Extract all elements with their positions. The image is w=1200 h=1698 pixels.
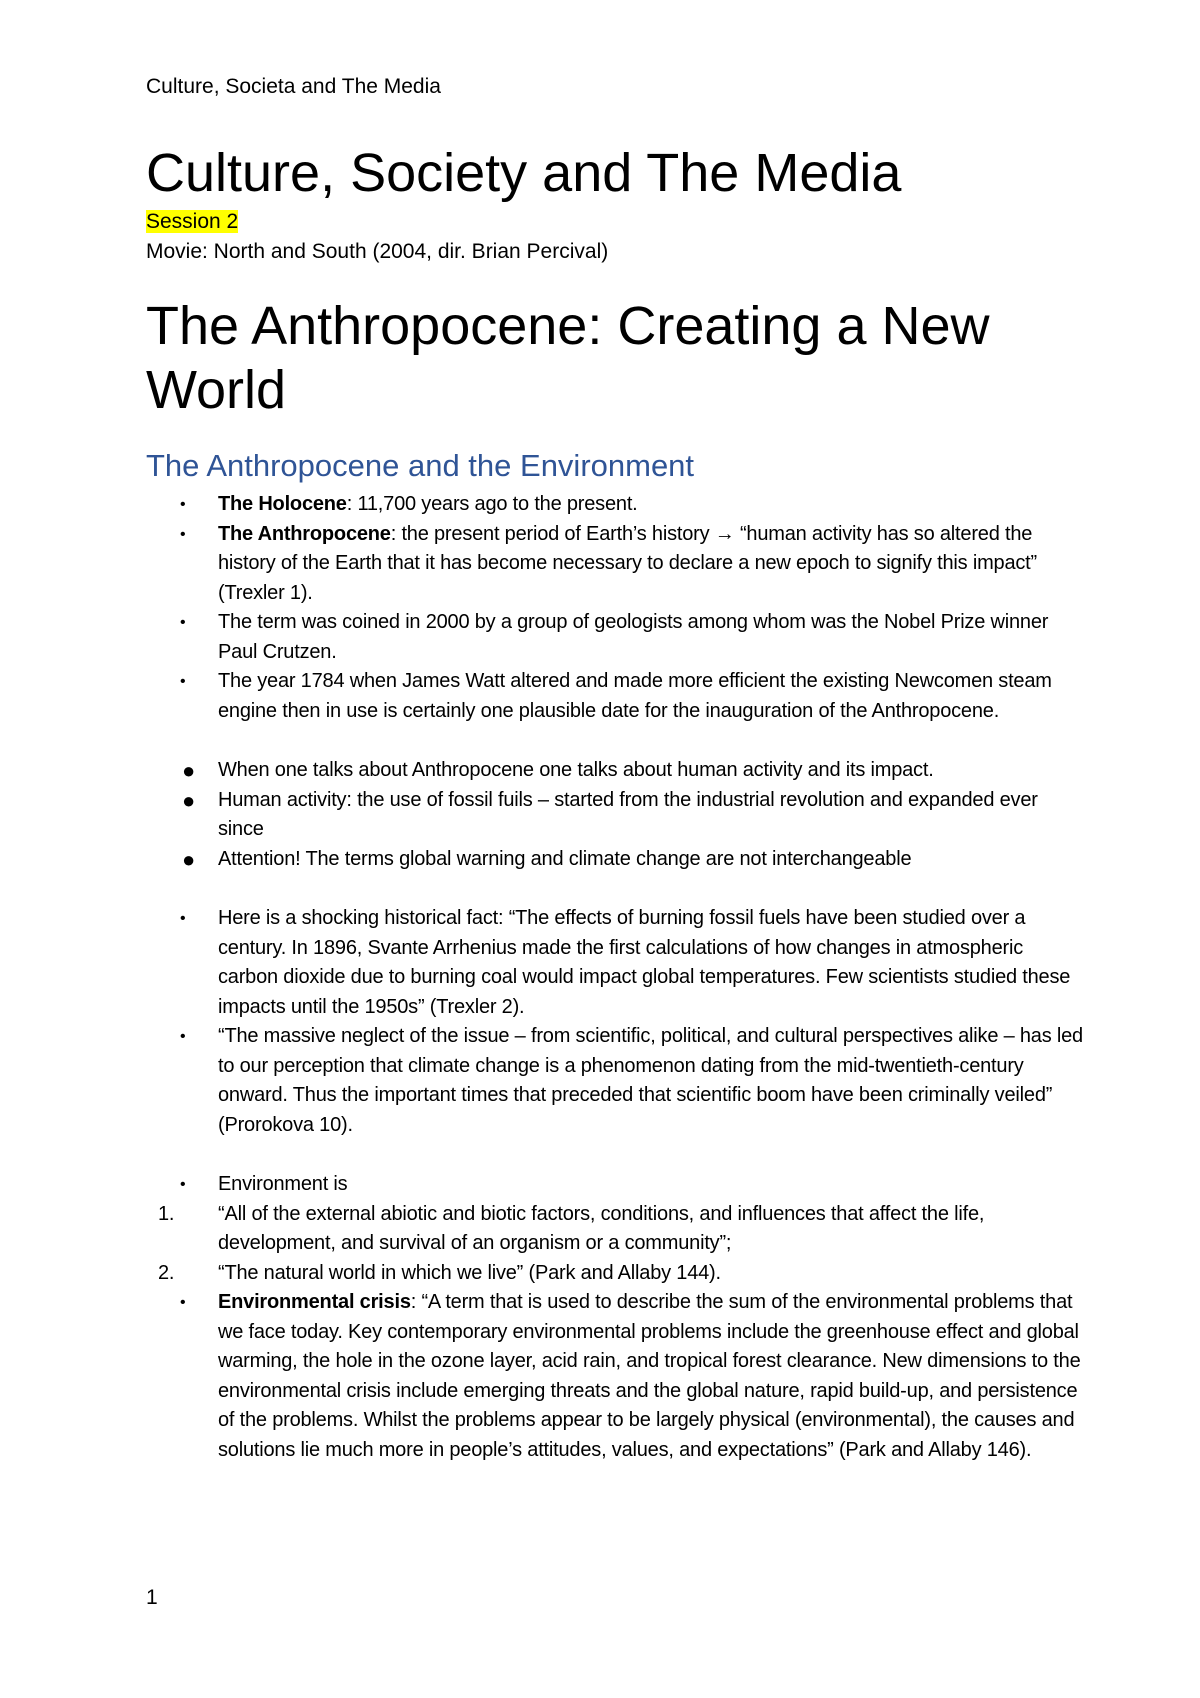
document-title: Culture, Society and The Media [146, 143, 902, 203]
movie-line: Movie: North and South (2004, dir. Brian Percival) [146, 240, 609, 263]
list-item [146, 1170, 1086, 1200]
list-definitions [146, 490, 1086, 726]
list-item [146, 904, 1086, 1022]
bullet-icon: • [180, 1176, 186, 1193]
numbered-item [146, 1200, 1086, 1259]
document-body [146, 140, 1086, 1465]
bullet-icon: • [180, 673, 186, 690]
item-text: When one talks about Anthropocene one talks about human activity and its impact. [218, 759, 934, 781]
item-text: Attention! The terms global warning and climate change are not interchangeable [218, 847, 912, 870]
list-item [146, 845, 1086, 875]
item-text: Human activity: the use of fossil fuils – started from the industrial revolution and expanded ever since [218, 788, 1038, 840]
list-item [146, 608, 1086, 667]
bullet-icon: • [180, 910, 186, 927]
bullet-icon: • [180, 614, 186, 631]
item-text: : “A term that is used to describe the sum of the environmental problems that we face today. Key contemporary environmental problems include the greenhouse effect and global warming, the hole in the ozone layer, acid rain, and tropical forest clearance. New dimensions to the environmental crisis include emerging threats and the global nature, rapid build-up, and persistence of the problems. Whilst the problems appear to be largely physical (environmental), the causes and solutions lie much more in people’s attitudes, values, and expectations” (Park and Allaby 146). [218, 1291, 1081, 1461]
bullet-icon: ● [182, 758, 196, 783]
list-item [146, 667, 1086, 726]
list-item [146, 756, 1086, 786]
bullet-icon: • [180, 1028, 186, 1045]
session-label [146, 208, 1086, 236]
list-item [146, 520, 1086, 609]
spacer [146, 874, 1086, 904]
item-text: The year 1784 when James Watt altered and made more efficient the existing Newcomen steam engine then in use is certainly one plausible date for the inauguration of the Anthropocene. [218, 670, 1052, 722]
list-environment [146, 1170, 1086, 1465]
list-human-activity [146, 756, 1086, 874]
term-anthropocene: The Anthropocene [218, 522, 391, 545]
list-item [146, 490, 1086, 520]
item-text: The term was coined in 2000 by a group of geologists among whom was the Nobel Prize winner Paul Crutzen. [218, 611, 1049, 663]
item-text: Here is a shocking historical fact: “The effects of burning fossil fuels have been studied over a century. In 1896, Svante Arrhenius made the first calculations of how changes in atmospheric carbon dioxide due to burning coal would impact global temperatures. Few scientists studied these impacts until the 1950s” (Trexler 2). [218, 907, 1071, 1018]
page-number: 1 [146, 1586, 158, 1609]
term-environmental-crisis: Environmental crisis [218, 1291, 411, 1313]
number-marker: 2. [158, 1261, 175, 1284]
item-text: “The natural world in which we live” (Park and Allaby 144). [218, 1261, 721, 1284]
number-marker: 1. [158, 1202, 175, 1225]
bullet-icon: • [180, 1294, 186, 1311]
item-text: Environment is [218, 1173, 348, 1195]
item-text: “human activity has so altered the history of the Earth that it has become necessary to declare a new epoch to signify this impact” (Trexler 1). [218, 522, 1038, 604]
list-item [146, 1022, 1086, 1140]
arrow-right-icon: → [714, 522, 735, 545]
list-historical-facts [146, 904, 1086, 1140]
list-item [146, 786, 1086, 845]
bullet-icon: ● [182, 787, 196, 813]
bullet-icon: • [180, 525, 186, 543]
bullet-icon: • [180, 496, 186, 513]
item-text: : the present period of Earth’s history [390, 522, 715, 545]
item-text: “The massive neglect of the issue – from scientific, political, and cultural perspectives alike – has led to our perception that climate change is a phenomenon dating from the mid-twentieth-century onward. Thus the important times that preceded that scientific boom have been criminally veiled” (Prorokova 10). [218, 1025, 1083, 1136]
term-holocene: The Holocene [218, 493, 347, 515]
bullet-icon: ● [182, 846, 196, 872]
item-text: “All of the external abiotic and biotic factors, conditions, and influences that affect the life, development, and survival of an organism or a community”; [218, 1202, 985, 1254]
spacer [146, 1140, 1086, 1170]
item-text: : 11,700 years ago to the present. [346, 493, 638, 515]
main-heading: The Anthropocene: Creating a New World [146, 296, 990, 420]
running-header: Culture, Societa and The Media [146, 75, 441, 98]
section-heading: The Anthropocene and the Environment [146, 448, 695, 483]
session-highlight: Session 2 [146, 210, 239, 233]
spacer [146, 726, 1086, 756]
numbered-item [146, 1259, 1086, 1289]
list-item [146, 1288, 1086, 1465]
